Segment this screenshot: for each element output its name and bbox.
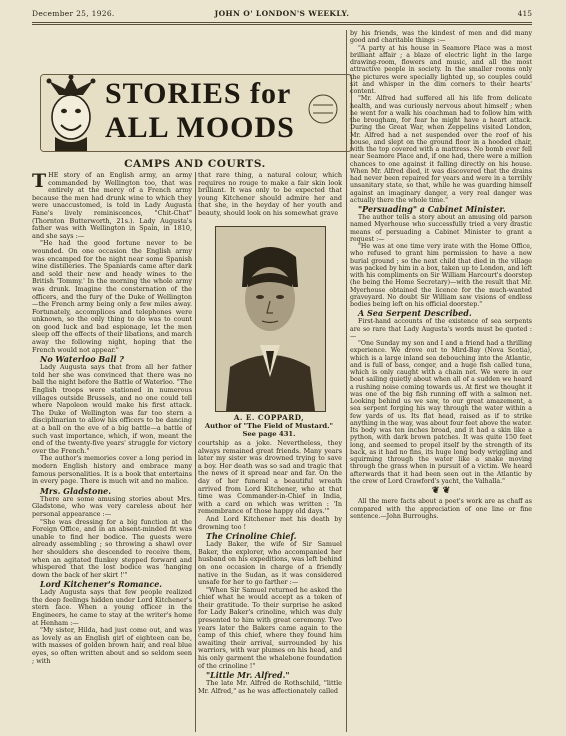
paragraph: "My sister, Hilda, had just come out, and was as lovely as an English girl of eighteen can be, with masses of golden brown hair, and real blue eyes, so often written about and so seldom seen ; with [32, 626, 192, 665]
column-3 [350, 30, 532, 732]
caption-line: See page 431. [242, 430, 296, 438]
paragraph: "He was at one time very irate with the Home Office, who refused to grant him permission to have a new burial ground ; so the next child that died in the village was packed by him in a box, taken up to London, and left with his compliments on Sir William Harcourt's doorstep (he being the Home Secretary)—with the result that Mr. Myerhouse obtained the licence for the much-wanted graveyard. No doubt Sir William saw visions of endless bodies being left on his official doorstep." [350, 243, 532, 308]
subheading: No Waterloo Ball ? [40, 354, 124, 365]
paragraph: Lady Baker, the wife of Sir Samuel Baker, the explorer, who accompanied her husband on his expeditions, was left behind on one occasion in charge of a friendly native in the Sudan, as it was considered unsafe for her to go farther :— [198, 540, 342, 587]
ornament: ❦ ❦ [431, 486, 451, 496]
drop-cap: T [32, 172, 47, 192]
paragraph: "He had the good fortune never to be wounded. On one occasion the English army was encamped for the night near some Spanish wine distilleries. The Spaniards came after dark and sold their new and heady wines to the British 'Tommy.' In the morning the whole army was drunk. Imagine the consternation of the officers, and the fury of the Duke of Wellington—the French army being only a few miles away. Fortunately, accomplices and telephones were unknown, so the only thing to do was to count on good luck and bad espionage, let the men sleep off the effects of their libations, and march away the following night, hoping that the French would not appear." [32, 239, 192, 354]
column-1 [32, 172, 192, 732]
paragraph: "Mr. Alfred had suffered all his life from delicate health, and was curiously nervous about himself ; when he went for a walk his coachman had to follow him with the brougham, for fear he might have a heart attack. During the Great War, when Zeppelins visited London, Mr. Alfred had a net suspended over the roof of his house, and slept on the ground floor in a hooded chair, with the top covered with a mattress. No bomb ever fell near Seamore Place and, if one had, there were a million chances to one against it falling directly on his house. When Mr. Alfred died, it was discovered that the drains had never been repaired for years and were in a terribly unsanitary state, so that, while he was guarding himself against an imaginary danger, a very real danger was actually there the whole time." [350, 95, 532, 204]
portrait-image [216, 227, 325, 411]
paragraph: First-hand accounts of the existence of sea serpents are so rare that Lady Augusta's words must be quoted :— [350, 318, 532, 340]
subheading: A Sea Serpent Described. [358, 308, 472, 319]
header-rule-2 [32, 24, 532, 25]
subheading: The Crinoline Chief. [206, 531, 297, 542]
column-divider [346, 30, 347, 732]
subheading: "Persuading" a Cabinet Minister. [358, 204, 506, 214]
page-number: 415 [517, 9, 532, 18]
issue-date: December 25, 1926. [32, 9, 115, 18]
paragraph: "A party at his house in Seamore Place was a most brilliant affair ; a blaze of electric light in the large drawing-room, flowers and music, and all the most attractive people in society. In the smaller rooms only the pictures were specially lighted up, so couples could sit and whisper in the dim corners to their hearts' content. [350, 44, 532, 95]
caption-line: Author of "The Field of Mustard." [204, 422, 334, 430]
column-2-bottom [198, 440, 342, 732]
paragraph: "She was dressing for a big function at the Foreign Office, and in an absent-minded fit was unable to find her bodice. The guests were already assembling ; so throwing a shawl over her shoulders she descended to receive them, when an agitated flunkey stepped forward and whispered that the lost bodice was 'hanging down the back of her skirt !'" [32, 517, 192, 579]
caption-name: A. E. COPPARD, [233, 413, 305, 422]
paragraph: Lady Augusta says that few people realized the deep feelings hidden under Lord Kitchener's stern face. When a young officer in the Engineers, he came to stay at the writer's home at Henham :— [32, 588, 192, 627]
paragraph: The author tells a story about an amusing old parson named Myerhouse who successfully tried a very drastic means of persuading a Cabinet Minister to grant a request :— [350, 214, 532, 243]
subheading: "Little Mr. Alfred." [206, 670, 290, 681]
paragraph: And Lord Kitchener met his death by drowning too ! [198, 514, 342, 531]
paragraph: The late Mr. Alfred de Rothschild, "little Mr. Alfred," as he was affectionately called [198, 679, 342, 695]
paragraph: "One Sunday my son and I and a friend had a thrilling experience. We drove out to Mird-Bay (Nova Scotia), which is a large inland sea debouching into the Atlantic, and is full of bass, conger, and a huge fish called tuna, which is only caught with a chain net. We were in our boat sailing quietly about when all of a sudden we heard a rushing noise coming towards us. At first we thought it was one of the big fish running off with a salmon net. Looking behind us we saw, to our great amazement, a sea serpent forging his way through the water within a few yards of us. Its flat head, raised as if to strike anything in the way, was about four feet above the water. Its body was ten inches broad, and it had a skin like a python, with dark brown patches. It was quite 150 feet long, and seemed to propel itself by the strength of its back, as it had no fins, its huge long body wriggling and squirming through the water like a snake moving through the grass when in pursuit of a victim. We heard afterwards that it had been seen out in the Atlantic by the crew of Lord Crawford's yacht, the Valhalla." [350, 340, 532, 485]
paragraph: THE story of an English army, an army commanded by Wellington too, that was entirely at the mercy of a French army because the men had drunk wine to which they were unaccustomed, is told in Lady Augusta Fane's lively reminiscences, "Chit-Chat" (Thornton Butterworth, 21s.). Lady Augusta's father was with Wellington in Spain, in 1810, and she says :— [32, 172, 192, 240]
publication-title: JOHN O' LONDON'S WEEKLY. [214, 9, 350, 18]
column-2-top [198, 172, 342, 224]
running-header [32, 7, 532, 21]
subheading: Lord Kitchener's Romance. [40, 579, 163, 590]
subheading: Mrs. Gladstone. [40, 485, 112, 496]
column-divider [195, 172, 196, 732]
paragraph: courtship as a joke. Nevertheless, they always remained great friends. Many years later my sister was drowned trying to save a boy. Her death was so sad and tragic that the news of it spread near and far. On the day of her funeral a beautiful wreath arrived from Lord Kitchener, who at that time was Commander-in-Chief in India, with a card on which was written : 'In remembrance of those happy old days.'" [198, 440, 342, 516]
paragraph: by his friends, was the kindest of men and did many good and charitable things :— [350, 30, 532, 45]
paragraph: "When Sir Samuel returned he asked the chief what he would accept as a token of their gratitude. To their surprise he asked for Lady Baker's crinoline, which was duly presented to him with great ceremony. Two years later the Bakers came again to the camp of this chief, where they found him awaiting their arrival, surrounded by his warriors, with war plumes on his head, and his only garment the whalebone foundation of the crinoline !" [198, 585, 342, 670]
paragraph: that rare thing, a natural colour, which requires no rouge to make a fair skin look brilliant. It was only to be expected that young Kitchener should admire her and that she, in the heyday of her youth and beauty, should look on his somewhat grave [198, 172, 342, 217]
paragraph: All the mere facts about a poet's work are as chaff as compared with the appreciation of one line or fine sentence.—John Burroughs. [350, 498, 532, 520]
header-rule [32, 22, 532, 23]
article-title: CAMPS AND COURTS. [124, 158, 266, 170]
photo-caption [197, 414, 341, 438]
banner-line-1: STORIES for [105, 77, 292, 110]
paragraph: The author's memories cover a long period in modern English history and embrace many famous personalities. It is a book that entertains in every page. There is much wit and no malice. [32, 454, 192, 486]
paragraph: There are some amusing stories about Mrs. Gladstone, who was very careless about her personal appearance :— [32, 494, 192, 518]
banner-line-2: ALL MOODS [105, 111, 295, 144]
section-banner [40, 74, 352, 152]
author-photo [215, 226, 326, 412]
paragraph: Lady Augusta says that from all her father told her she was convinced that there was no ball the night before the Battle of Waterloo. "The English troops were stationed in numerous villages outside Brussels, and no one could tell where Napoleon would make his first attack. The Duke of Wellington was far too stern a disciplinarian to allow his officers to be dancing at a ball on the eve of a big battle—a battle of such vast importance, which, if won, meant the end of the twenty-five years' struggle for victory over the French." [32, 363, 192, 455]
